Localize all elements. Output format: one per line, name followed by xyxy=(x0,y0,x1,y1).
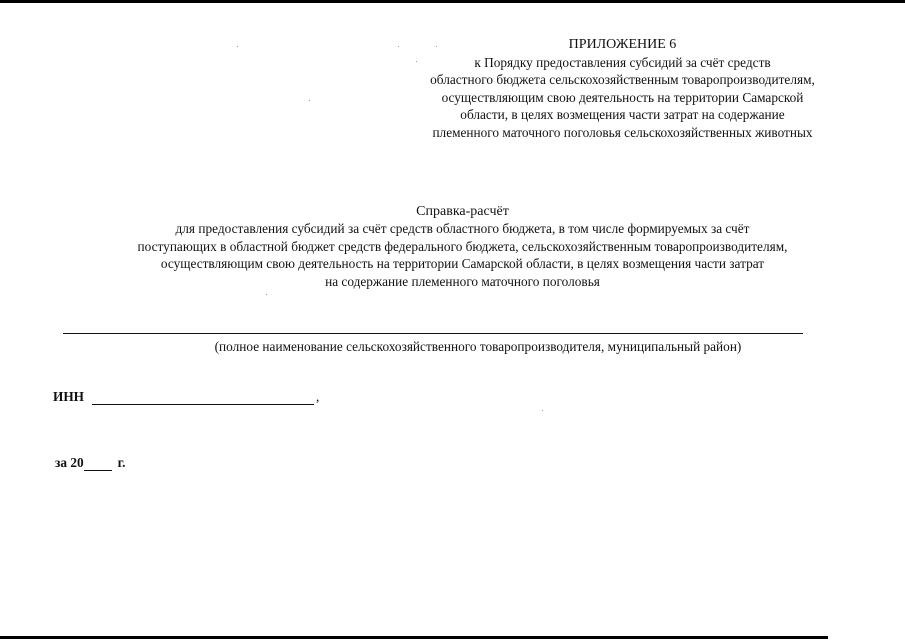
scan-speck xyxy=(309,100,310,101)
scan-speck xyxy=(237,46,238,47)
certificate-heading xyxy=(90,203,835,290)
scan-speck xyxy=(436,46,437,47)
inn-label: ИНН xyxy=(53,389,85,404)
scan-speck xyxy=(416,61,417,62)
period-year-field[interactable] xyxy=(84,456,112,471)
appendix-line: осуществляющим свою деятельность на территории Самарской xyxy=(441,89,804,105)
scan-bottom-border xyxy=(0,636,828,639)
appendix-title: ПРИЛОЖЕНИЕ 6 xyxy=(568,37,677,52)
appendix-line: области, в целях возмещения части затрат на содержание xyxy=(460,107,785,123)
scan-top-border xyxy=(0,0,905,3)
scan-speck xyxy=(266,294,267,295)
inn-field[interactable] xyxy=(92,390,314,405)
appendix-line: к Порядку предоставления субсидий за счёт средств xyxy=(474,54,771,70)
appendix-line: областного бюджета сельскохозяйственным товаропроизводителям, xyxy=(430,72,815,88)
certificate-line: поступающих в областной бюджет средств федерального бюджета, сельскохозяйственным товаропроизводителям, xyxy=(137,238,788,254)
certificate-line: на содержание племенного маточного поголовья xyxy=(325,273,600,289)
certificate-line: осуществляющим свою деятельность на территории Самарской области, в целях возмещения части затрат xyxy=(160,256,765,272)
period-prefix: за 20 xyxy=(55,455,84,470)
appendix-header xyxy=(395,36,850,142)
appendix-line: племенного маточного поголовья сельскохозяйственных животных xyxy=(432,124,813,140)
producer-name-field[interactable] xyxy=(63,333,803,334)
period-suffix: г. xyxy=(117,455,126,470)
scan-speck xyxy=(398,46,399,47)
certificate-line: для предоставления субсидий за счёт средств областного бюджета, в том числе формируемых за счёт xyxy=(175,221,750,237)
inn-trailing-comma: , xyxy=(316,389,320,404)
scan-speck xyxy=(542,410,543,411)
inn-row xyxy=(53,389,319,409)
period-row xyxy=(55,455,126,475)
producer-name-caption: (полное наименование сельскохозяйственного товаропроизводителя, муниципальный район) xyxy=(214,339,742,354)
certificate-title: Справка-расчёт xyxy=(416,204,509,219)
